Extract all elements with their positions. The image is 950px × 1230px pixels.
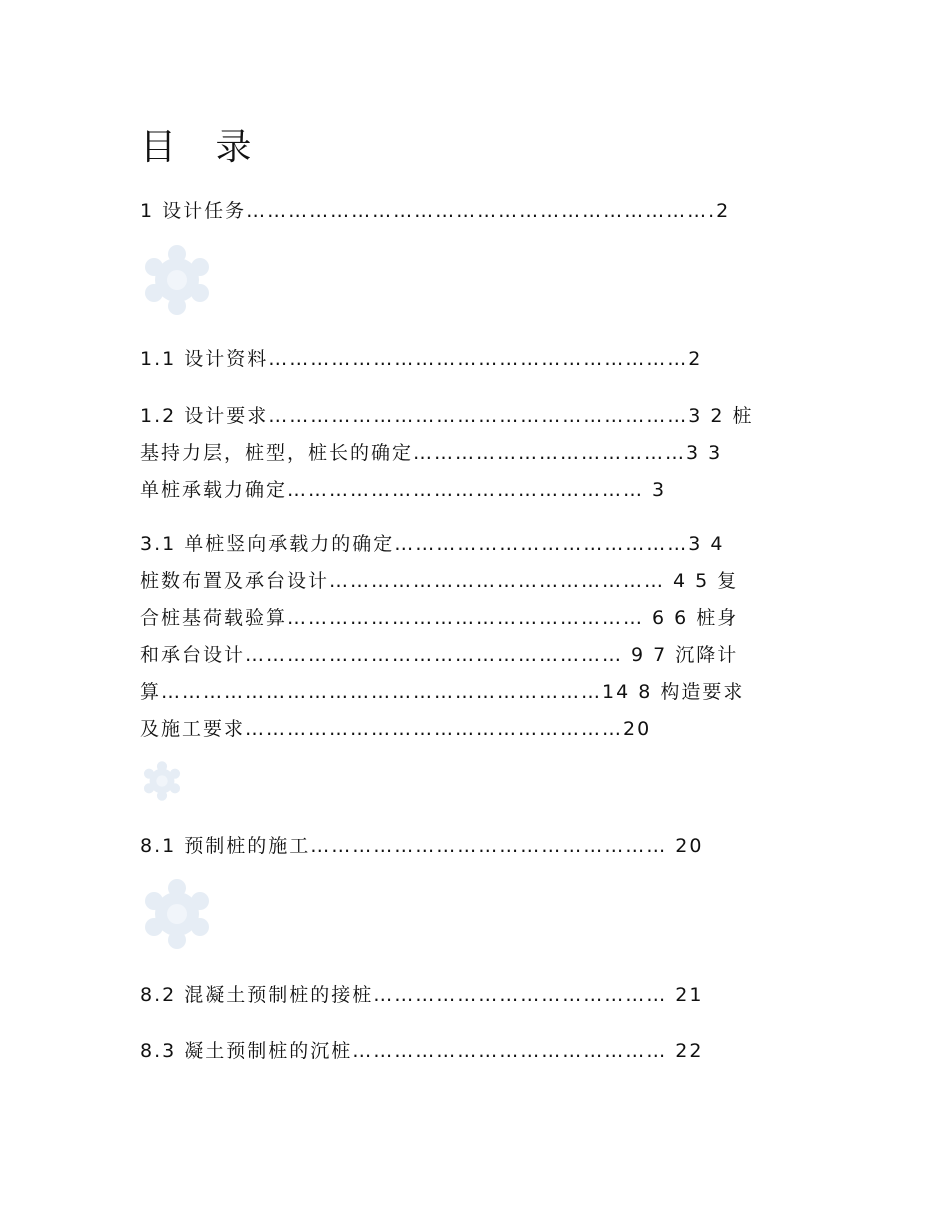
toc-block-b	[140, 526, 820, 748]
snowflake-watermark-icon	[138, 878, 216, 950]
toc-entry-8-2[interactable]: 8.2 混凝土预制桩的接桩…………………………………… 21	[140, 984, 704, 1006]
toc-row[interactable]: 桩数布置及承台设计………………………………………… 4 5 复	[140, 570, 739, 592]
toc-row[interactable]: 基持力层，桩型，桩长的确定…………………………………3 3	[140, 442, 723, 464]
toc-entry-1[interactable]: 1 设计任务………………………………………………………….2	[140, 200, 731, 222]
toc-row[interactable]: 3.1 单桩竖向承载力的确定……………………………………3 4	[140, 533, 725, 555]
toc-entry-1-1[interactable]: 1.1 设计资料……………………………………………………2	[140, 348, 703, 370]
toc-row[interactable]: 及施工要求………………………………………………20	[140, 718, 652, 740]
toc-row[interactable]: 算………………………………………………………14 8 构造要求	[140, 681, 745, 703]
page-title: 目 录	[140, 127, 266, 168]
snowflake-watermark-icon	[140, 760, 184, 802]
toc-row[interactable]: 单桩承载力确定…………………………………………… 3	[140, 479, 667, 501]
toc-block-a	[140, 398, 820, 509]
toc-row[interactable]: 合桩基荷载验算…………………………………………… 6 6 桩身	[140, 607, 739, 629]
toc-row[interactable]: 1.2 设计要求……………………………………………………3 2 桩	[140, 405, 754, 427]
toc-entry-8-1[interactable]: 8.1 预制桩的施工…………………………………………… 20	[140, 835, 704, 857]
snowflake-watermark-icon	[138, 244, 216, 316]
toc-row[interactable]: 和承台设计……………………………………………… 9 7 沉降计	[140, 644, 739, 666]
toc-entry-8-3[interactable]: 8.3 凝土预制桩的沉桩……………………………………… 22	[140, 1040, 704, 1062]
